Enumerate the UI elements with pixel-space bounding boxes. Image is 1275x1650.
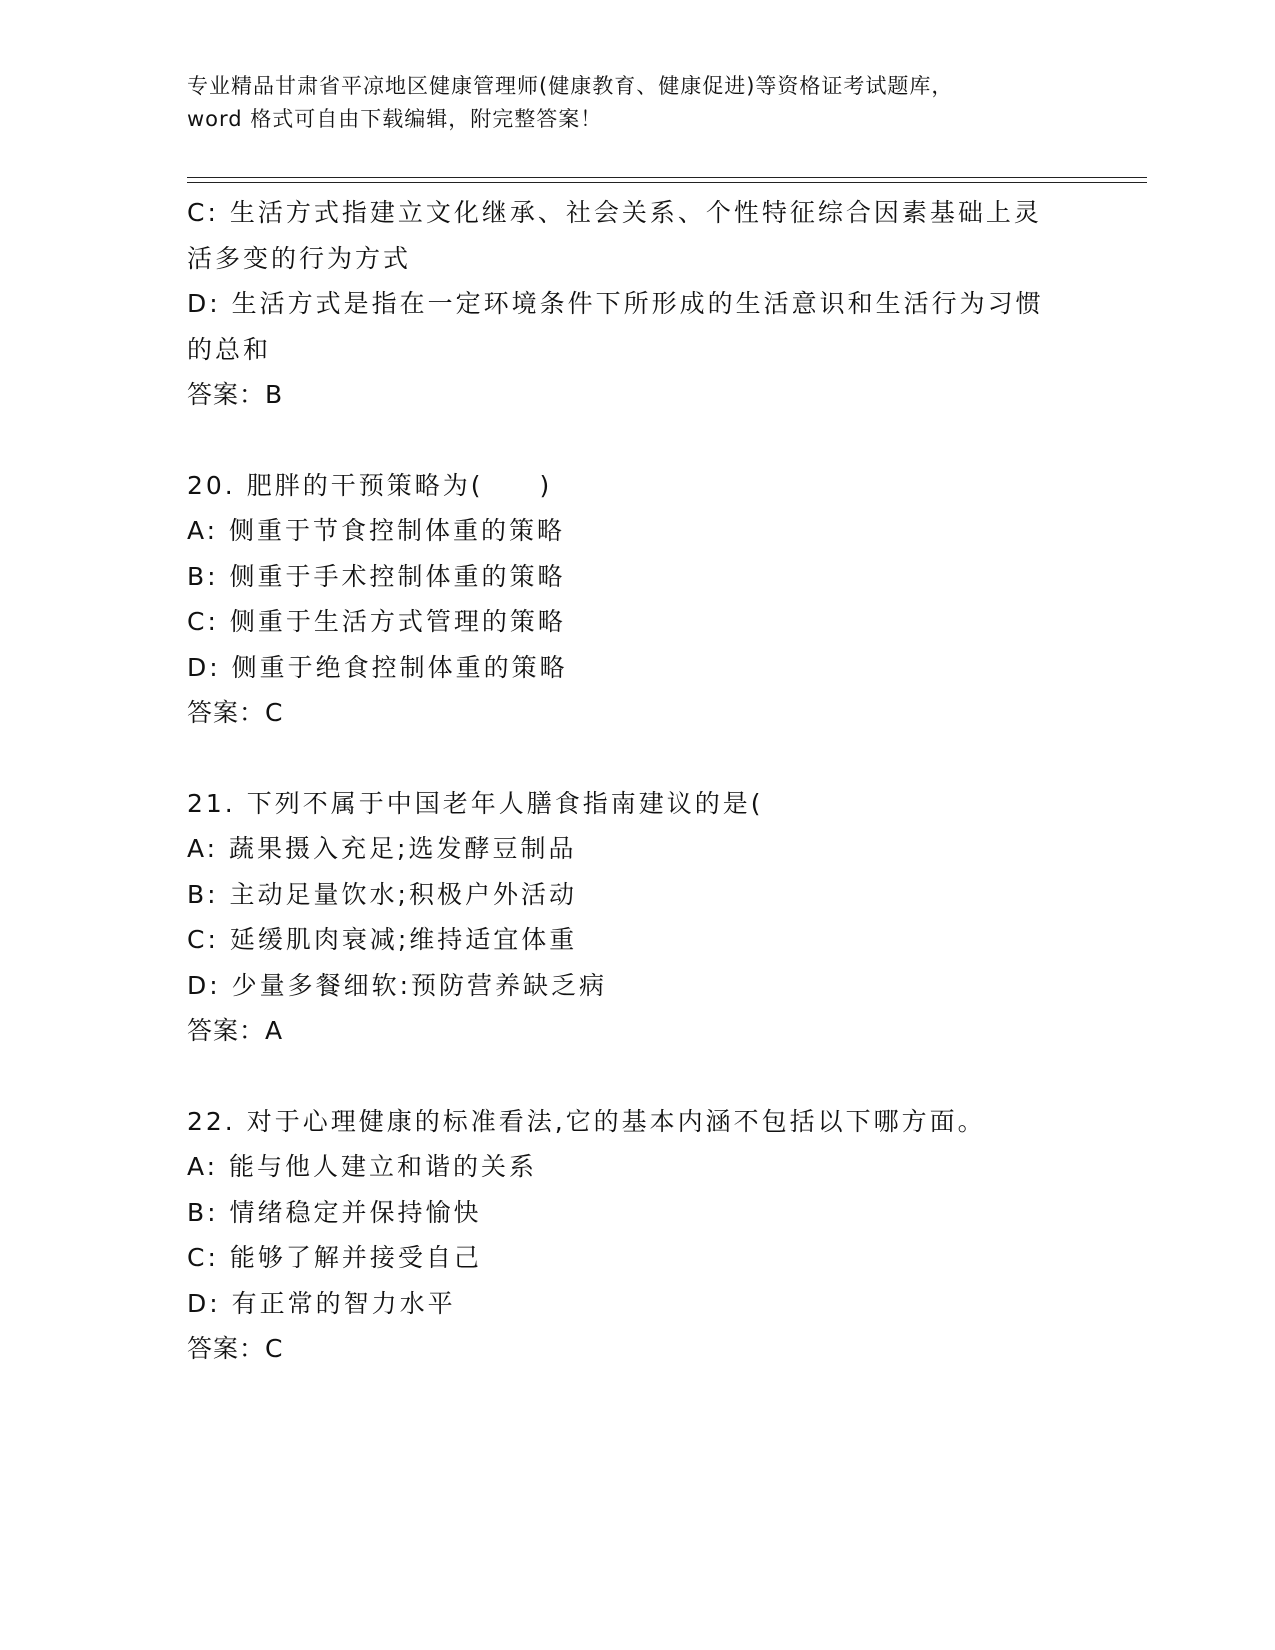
answer-line: 答案：C bbox=[187, 698, 284, 727]
spacer bbox=[187, 418, 1117, 463]
question-21 bbox=[187, 781, 1117, 1054]
option-b: B: 情绪稳定并保持愉快 bbox=[187, 1197, 482, 1227]
question-stem: 21. 下列不属于中国老年人膳食指南建议的是( bbox=[187, 788, 764, 818]
question-19-continued bbox=[187, 190, 1117, 418]
option-d: D: 少量多餐细软:预防营养缺乏病 bbox=[187, 970, 608, 1000]
question-stem: 20. 肥胖的干预策略为( ) bbox=[187, 470, 553, 500]
page-header bbox=[187, 70, 1147, 136]
header-double-rule bbox=[187, 177, 1147, 183]
question-stem: 22. 对于心理健康的标准看法,它的基本内涵不包括以下哪方面。 bbox=[187, 1106, 986, 1136]
option-d: D: 有正常的智力水平 bbox=[187, 1288, 456, 1318]
question-22 bbox=[187, 1099, 1117, 1372]
option-c: C: 侧重于生活方式管理的策略 bbox=[187, 607, 566, 636]
header-title-line-2: word 格式可自由下载编辑，附完整答案！ bbox=[187, 107, 603, 131]
header-title-line-1: 专业精品甘肃省平凉地区健康管理师(健康教育、健康促进)等资格证考试题库， bbox=[187, 74, 954, 98]
option-b: B: 侧重于手术控制体重的策略 bbox=[187, 561, 566, 591]
option-c-line-1: C: 生活方式指建立文化继承、社会关系、个性特征综合因素基础上灵 bbox=[187, 198, 1042, 227]
answer-line: 答案：A bbox=[187, 1016, 284, 1045]
option-c: C: 能够了解并接受自己 bbox=[187, 1243, 482, 1272]
option-b: B: 主动足量饮水;积极户外活动 bbox=[187, 879, 577, 909]
answer-line: 答案：B bbox=[187, 380, 284, 409]
question-20 bbox=[187, 463, 1117, 736]
option-a: A: 蔬果摄入充足;选发酵豆制品 bbox=[187, 834, 577, 863]
option-c-line-2: 活多变的行为方式 bbox=[187, 243, 412, 273]
spacer bbox=[187, 736, 1117, 781]
option-d: D: 侧重于绝食控制体重的策略 bbox=[187, 652, 568, 682]
option-d-line-1: D: 生活方式是指在一定环境条件下所形成的生活意识和生活行为习惯 bbox=[187, 289, 1044, 318]
option-d-line-2: 的总和 bbox=[187, 334, 272, 364]
option-a: A: 侧重于节食控制体重的策略 bbox=[187, 516, 566, 545]
option-a: A: 能与他人建立和谐的关系 bbox=[187, 1152, 538, 1181]
answer-line: 答案：C bbox=[187, 1334, 284, 1363]
spacer bbox=[187, 1054, 1117, 1099]
option-c: C: 延缓肌肉衰减;维持适宜体重 bbox=[187, 925, 578, 954]
document-body bbox=[187, 190, 1117, 1372]
